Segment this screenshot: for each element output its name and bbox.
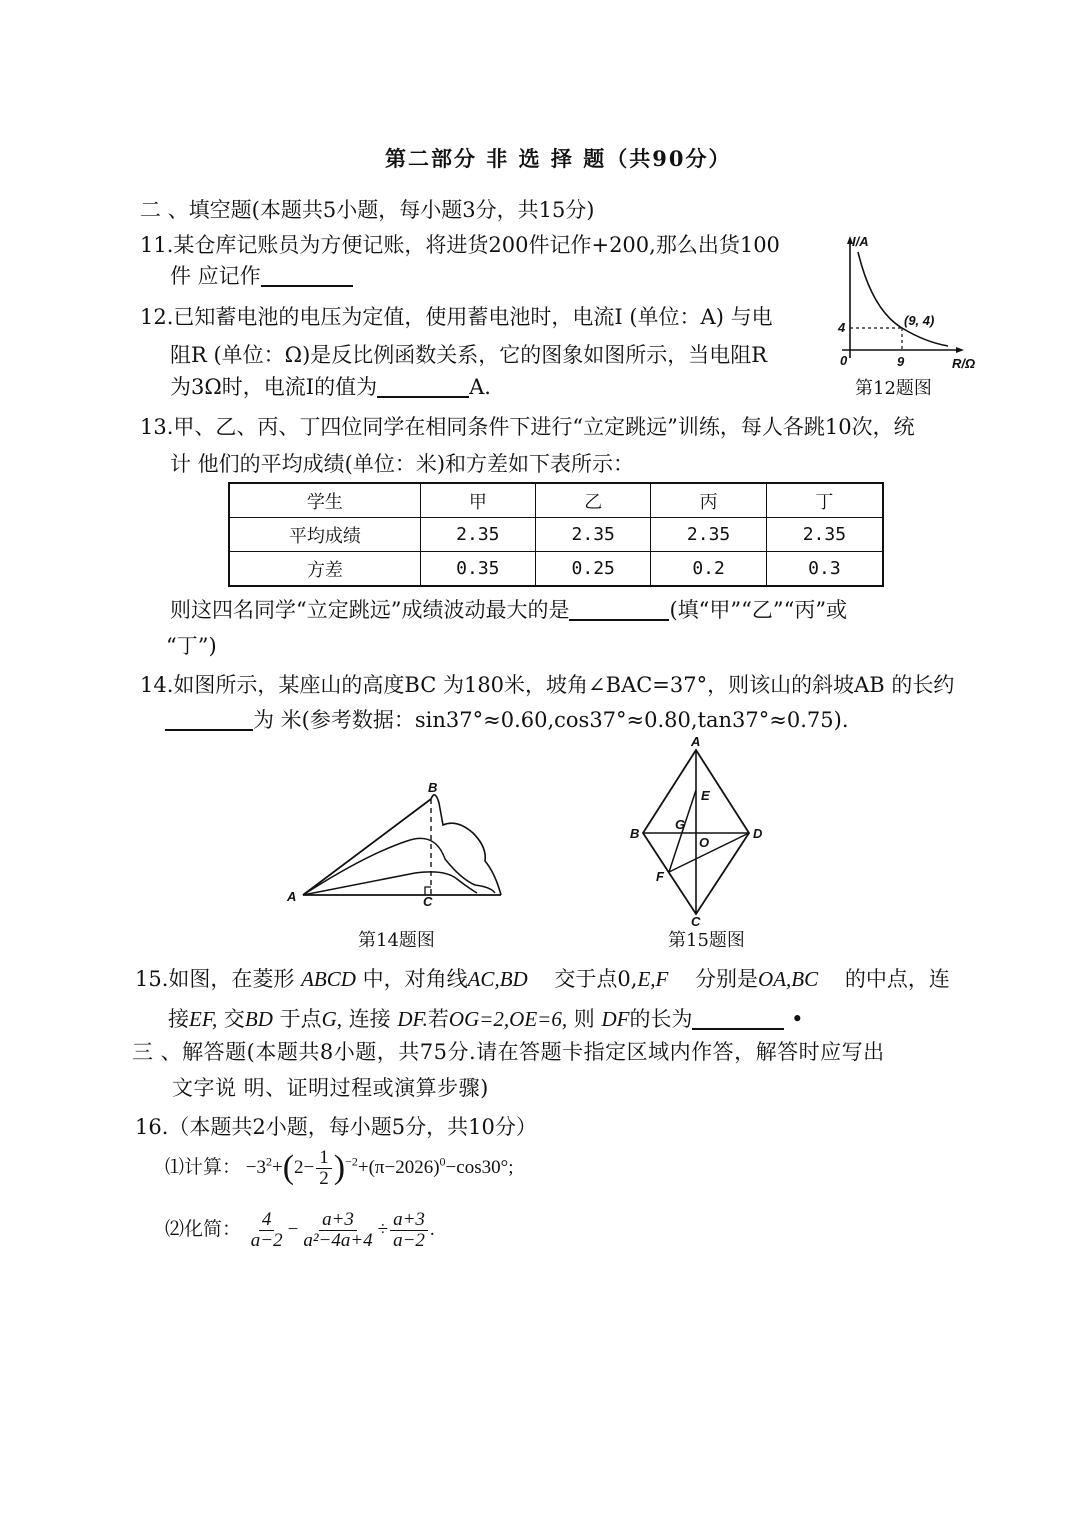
table-cell: 0.25 <box>536 552 651 587</box>
q15-line2 <box>168 1007 804 1032</box>
q11-line2 <box>170 264 353 289</box>
q15-math: OG=2,OE=6, <box>448 1007 568 1031</box>
q15-caption: 第15题图 <box>668 930 745 951</box>
inverse-curve <box>858 252 948 346</box>
q14-line2 <box>165 708 849 733</box>
q15-line1 <box>135 967 950 992</box>
q12-graph <box>820 230 990 370</box>
q15-text: 交 <box>223 1007 245 1031</box>
q15-math: E,F <box>637 967 669 991</box>
q15-dot: • <box>791 1007 804 1031</box>
q14-answer-blank[interactable] <box>165 709 253 731</box>
scores-table <box>228 482 884 587</box>
table-cell: 0.3 <box>766 552 883 587</box>
q16-p2-op: ÷ <box>377 1218 389 1240</box>
q12-caption: 第12题图 <box>855 378 932 399</box>
q16-p2-label: ⑵化简： <box>165 1218 242 1240</box>
label-G: G <box>675 817 686 832</box>
q15-text: 连接 <box>348 1007 391 1031</box>
section-heading-fill-in: 二 、填空题(本题共5小题，每小题3分，共15分) <box>140 198 595 222</box>
table-header-cell: 丙 <box>651 483 766 518</box>
q12-unit: A. <box>469 375 491 399</box>
q14-text: 为 米(参考数据：sin37°≈0.60,cos37°≈0.80,tan37°≈0.75). <box>253 708 849 732</box>
x-axis-arrow <box>956 347 964 353</box>
q14-caption: 第14题图 <box>358 930 435 951</box>
fraction-numerator: 4 <box>259 1210 275 1231</box>
q15-math: G, <box>321 1007 342 1031</box>
y-axis-label: I/A <box>852 234 869 249</box>
label-E: E <box>701 788 710 803</box>
table-header-cell: 甲 <box>420 483 535 518</box>
q12-line2: 阻R (单位：Ω)是反比例函数关系，它的图象如图所示，当电阻R <box>170 343 768 367</box>
fraction-numerator: 1 <box>316 1148 332 1169</box>
q16-p2-end: . <box>429 1218 435 1240</box>
table-row-label: 方差 <box>229 552 420 587</box>
label-B: B <box>428 780 438 795</box>
q12-line3 <box>170 375 491 400</box>
q13-after-line1 <box>170 598 847 623</box>
q15-text: 的中点，连 <box>844 967 950 991</box>
fraction-numerator: a+3 <box>390 1210 428 1231</box>
table-header-row <box>229 483 883 518</box>
label-D: D <box>753 826 763 841</box>
q16-p1-exp: 2 <box>265 1154 272 1169</box>
q13-after-line2: “丁”) <box>166 634 217 658</box>
q16-p1-term: −3 <box>245 1156 266 1178</box>
q11-line1: 11.某仓库记账员为方便记账，将进货200件记作+200,那么出货100 <box>140 233 780 257</box>
q15-math: EF, <box>189 1007 218 1031</box>
q15-text: 中，对角线 <box>362 967 468 991</box>
q11-text: 件 应记作 <box>170 264 261 288</box>
table-cell: 2.35 <box>536 518 651 552</box>
q16-p1-exp: −2 <box>345 1154 358 1169</box>
q15-figure <box>625 734 775 929</box>
q15-math: DF. <box>397 1007 428 1031</box>
table-header-cell: 丁 <box>766 483 883 518</box>
q16-p1-term: +(π−2026) <box>357 1156 440 1178</box>
table-row <box>229 518 883 552</box>
fraction-denominator: a−2 <box>250 1229 283 1251</box>
point-label: (9, 4) <box>904 313 935 328</box>
q15-math: OA,BC <box>758 967 819 991</box>
table-cell: 2.35 <box>651 518 766 552</box>
q13-line2: 计 他们的平均成绩(单位：米)和方差如下表所示： <box>170 452 635 476</box>
table-header-cell: 学生 <box>229 483 420 518</box>
fraction-denominator: a²−4a+4 <box>303 1229 373 1251</box>
label-F: F <box>656 869 664 884</box>
slope-line-ab <box>303 799 431 895</box>
page-title: 第二部分 非 选 择 题（共90分） <box>385 146 732 171</box>
q16-p1-term: 2− <box>294 1156 315 1178</box>
section3-line1: 三 、解答题(本题共8小题，共75分.请在答题卡指定区域内作答，解答时应写出 <box>132 1040 885 1064</box>
table-cell: 0.2 <box>651 552 766 587</box>
q16-p1-term: −cos30°; <box>445 1156 514 1178</box>
q15-text: 的长为 <box>629 1007 693 1031</box>
q15-text: 分别是 <box>695 967 759 991</box>
q16-p1-rparen: ) <box>333 1149 346 1187</box>
q16-p1-op: + <box>271 1156 283 1178</box>
q15-math: BD <box>244 1007 273 1031</box>
q14-figure <box>285 775 510 910</box>
q16-part2 <box>165 1210 435 1251</box>
q16-heading: 16.（本题共2小题，每小题5分，共10分） <box>135 1115 537 1139</box>
q13-answer-blank[interactable] <box>569 599 669 621</box>
label-O: O <box>699 835 710 850</box>
q13-line1: 13.甲、乙、丙、丁四位同学在相同条件下进行“立定跳远”训练，每人各跳10次，统 <box>140 415 915 439</box>
q12-text: 为3Ω时，电流I的值为 <box>170 375 378 399</box>
q16-p2-op: − <box>287 1218 299 1240</box>
label-C: C <box>691 914 701 929</box>
table-row-label: 平均成绩 <box>229 518 420 552</box>
q15-text: 则 <box>573 1007 595 1031</box>
x-tick-label: 9 <box>897 354 905 369</box>
table-cell: 2.35 <box>420 518 535 552</box>
q15-math: AC,BD <box>467 967 528 991</box>
table-cell: 0.35 <box>420 552 535 587</box>
q13-after-options: (填“甲”“乙”“丙”或 <box>669 598 848 622</box>
q13-after-text: 则这四名同学“立定跳远”成绩波动最大的是 <box>170 598 570 622</box>
q15-text: 交于点0, <box>554 967 638 991</box>
fraction-denominator: 2 <box>319 1167 329 1189</box>
q15-text: 若 <box>427 1007 449 1031</box>
fraction-numerator: a+3 <box>319 1210 357 1231</box>
fraction-denominator: a−2 <box>393 1229 425 1251</box>
section3-line2: 文字说 明、证明过程或演算步骤) <box>172 1076 489 1100</box>
q16-p2-fraction3 <box>390 1210 428 1251</box>
table-row <box>229 552 883 587</box>
q16-p2-fraction1 <box>248 1210 286 1251</box>
origin-label: 0 <box>840 353 848 368</box>
q16-p1-fraction <box>316 1148 332 1189</box>
q15-answer-blank[interactable] <box>692 1008 784 1030</box>
table-cell: 2.35 <box>766 518 883 552</box>
q14-line1: 14.如图所示，某座山的高度BC 为180米，坡角∠BAC=37°，则该山的斜坡AB 的长约 <box>140 673 955 697</box>
q15-text: 于点 <box>279 1007 322 1031</box>
q16-p1-exp: 0 <box>439 1154 446 1169</box>
q11-answer-blank[interactable] <box>261 265 353 287</box>
q15-text: 15.如图，在菱形 <box>135 967 295 991</box>
q16-p1-lparen: ( <box>282 1149 295 1187</box>
q12-line1: 12.已知蓄电池的电压为定值，使用蓄电池时，电流I (单位：A) 与电 <box>140 305 773 329</box>
q16-p2-fraction2 <box>300 1210 375 1251</box>
x-axis-label: R/Ω <box>952 356 976 371</box>
table-header-cell: 乙 <box>536 483 651 518</box>
y-tick-label: 4 <box>838 320 846 335</box>
label-C: C <box>423 894 433 909</box>
label-B: B <box>630 826 640 841</box>
label-A: A <box>691 734 701 749</box>
q16-part1 <box>165 1148 513 1189</box>
q12-answer-blank[interactable] <box>377 376 469 398</box>
q16-p1-label: ⑴计算： <box>165 1156 242 1178</box>
q15-math: DF <box>601 1007 630 1031</box>
q15-text: 接 <box>168 1007 189 1031</box>
label-A: A <box>287 889 297 904</box>
q15-math: ABCD <box>301 967 356 991</box>
